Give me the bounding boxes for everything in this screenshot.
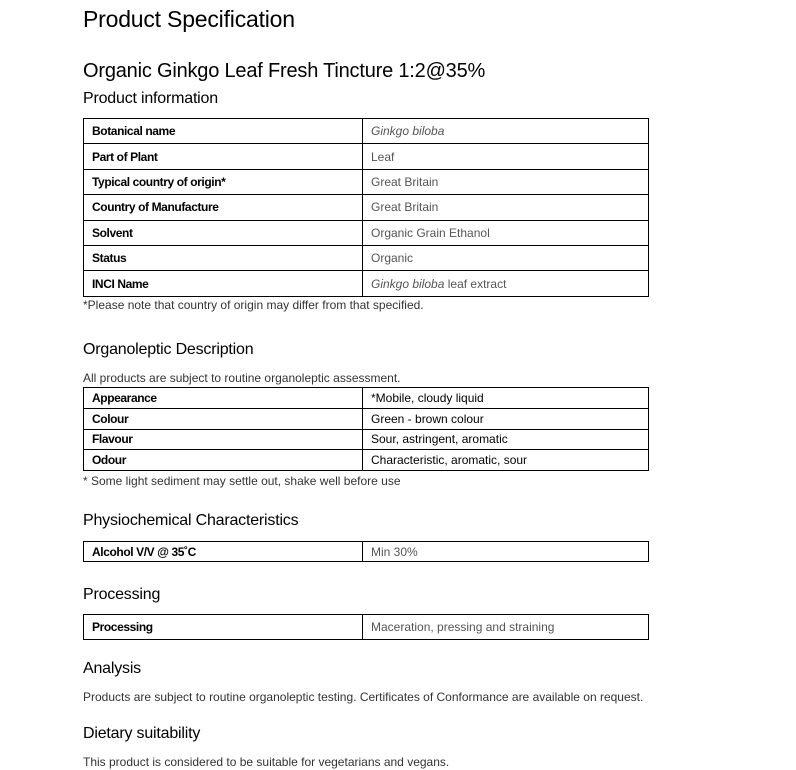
row-label: Odour — [84, 450, 363, 471]
row-label: Country of Manufacture — [84, 195, 363, 220]
physiochemical-table — [83, 541, 649, 562]
row-value: Maceration, pressing and straining — [363, 615, 649, 640]
row-value — [363, 119, 649, 144]
dietary-heading: Dietary suitability — [83, 725, 201, 742]
row-label: Flavour — [84, 429, 363, 450]
row-value: Min 30% — [363, 542, 649, 562]
row-label: Solvent — [84, 220, 363, 245]
product-information-heading: Product information — [83, 90, 218, 107]
row-label: INCI Name — [84, 271, 363, 296]
row-value: Characteristic, aromatic, sour — [363, 450, 649, 471]
row-label: Alcohol V/V @ 35˚C — [84, 542, 363, 562]
product-name: Organic Ginkgo Leaf Fresh Tincture 1:2@35% — [83, 60, 486, 82]
table-row — [84, 615, 649, 640]
row-value: Leaf — [363, 144, 649, 169]
row-value — [363, 271, 649, 296]
row-value: Sour, astringent, aromatic — [363, 429, 649, 450]
table-row — [84, 220, 649, 245]
organoleptic-heading: Organoleptic Description — [83, 341, 254, 358]
dietary-text: This product is considered to be suitable for vegetarians and vegans. — [83, 755, 450, 769]
analysis-text: Products are subject to routine organoleptic testing. Certificates of Conformance are available on request. — [83, 690, 644, 704]
row-label: Botanical name — [84, 119, 363, 144]
row-value: Organic Grain Ethanol — [363, 220, 649, 245]
table-row — [84, 169, 649, 194]
row-label: Processing — [84, 615, 363, 640]
row-label: Appearance — [84, 388, 363, 409]
sediment-footnote: * Some light sediment may settle out, shake well before use — [83, 474, 401, 488]
table-row — [84, 195, 649, 220]
product-information-table — [83, 118, 649, 297]
table-row — [84, 388, 649, 409]
table-row — [84, 144, 649, 169]
processing-table — [83, 614, 649, 640]
row-value: *Mobile, cloudy liquid — [363, 388, 649, 409]
analysis-heading: Analysis — [83, 660, 141, 677]
table-row — [84, 450, 649, 471]
inci-italic: Ginkgo biloba — [371, 276, 445, 291]
botanical-name-value: Ginkgo biloba — [371, 124, 445, 139]
table-row — [84, 271, 649, 296]
organoleptic-intro: All products are subject to routine organoleptic assessment. — [83, 371, 401, 385]
row-value: Organic — [363, 245, 649, 270]
row-label: Part of Plant — [84, 144, 363, 169]
row-label: Colour — [84, 408, 363, 429]
table-row — [84, 245, 649, 270]
inci-rest: leaf extract — [444, 276, 507, 291]
organoleptic-table — [83, 387, 649, 471]
page-title: Product Specification — [83, 6, 295, 32]
origin-footnote: *Please note that country of origin may differ from that specified. — [83, 298, 424, 312]
row-value: Great Britain — [363, 169, 649, 194]
table-row — [84, 408, 649, 429]
row-label: Status — [84, 245, 363, 270]
row-value: Great Britain — [363, 195, 649, 220]
table-row — [84, 119, 649, 144]
table-row — [84, 429, 649, 450]
processing-heading: Processing — [83, 586, 161, 603]
table-row — [84, 542, 649, 562]
row-label: Typical country of origin* — [84, 169, 363, 194]
row-value: Green - brown colour — [363, 408, 649, 429]
physiochemical-heading: Physiochemical Characteristics — [83, 512, 299, 529]
